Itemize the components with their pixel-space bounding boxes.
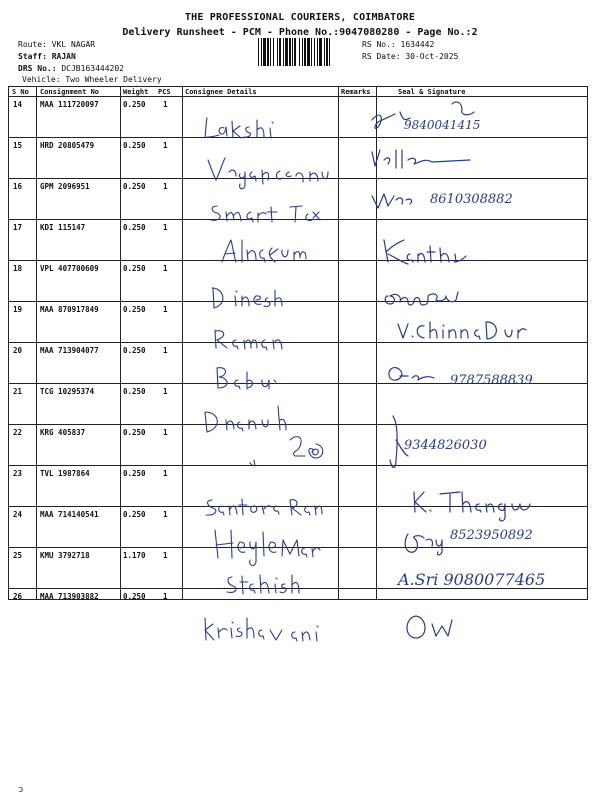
col-header-signature: Seal & Signature: [398, 88, 466, 96]
cell-consignment: MAA 713904077: [40, 346, 99, 355]
cell-consignment: TCG 10295374: [40, 387, 95, 396]
route-value: VKL NAGAR: [51, 40, 96, 49]
cell-weight: 0.250: [123, 592, 146, 601]
cell-pcs: 1: [163, 100, 168, 109]
cell-pcs: 1: [163, 428, 168, 437]
rs-no-label: RS No.:: [362, 40, 396, 49]
cell-pcs: 1: [163, 592, 168, 601]
drs-value: DCJB163444202: [61, 64, 124, 73]
signature-row-22: 9344826030: [404, 438, 487, 453]
cell-sno: 20: [13, 346, 23, 355]
cell-consignment: MAA 870917849: [40, 305, 99, 314]
cell-pcs: 1: [163, 387, 168, 396]
col-header-weight: Weight: [123, 88, 149, 96]
cell-sno: 21: [13, 387, 23, 396]
col-header-consignment: Consignment No: [40, 88, 100, 96]
cell-weight: 0.250: [123, 182, 146, 191]
col-header-remarks: Remarks: [341, 88, 371, 96]
cell-sno: 22: [13, 428, 23, 437]
col-header-consignee: Consignee Details: [185, 88, 257, 96]
rs-no-value: 1634442: [400, 40, 435, 49]
cell-consignment: TVL 1987864: [40, 469, 90, 478]
signature-row-20: 9787588839: [450, 373, 533, 388]
staff-value: RAJAN: [51, 52, 76, 61]
cell-sno: 15: [13, 141, 23, 150]
cell-weight: 0.250: [123, 223, 146, 232]
cell-pcs: 1: [163, 346, 168, 355]
vehicle-value: Two Wheeler Delivery: [65, 75, 162, 84]
cell-weight: 0.250: [123, 387, 146, 396]
signature-row-14: 9840041415: [404, 118, 481, 132]
cell-weight: 0.250: [123, 100, 146, 109]
cell-weight: 0.250: [123, 469, 146, 478]
col-header-pcs: PCS: [158, 88, 171, 96]
cell-pcs: 1: [163, 469, 168, 478]
cell-sno: 23: [13, 469, 23, 478]
footer-mark: ɔ: [18, 785, 24, 795]
cell-sno: 19: [13, 305, 23, 314]
cell-consignment: KRG 405837: [40, 428, 86, 437]
cell-weight: 0.250: [123, 141, 146, 150]
col-header-sno: S No: [12, 88, 29, 96]
cell-pcs: 1: [163, 264, 168, 273]
cell-pcs: 1: [163, 182, 168, 191]
cell-sno: 18: [13, 264, 23, 273]
cell-pcs: 1: [163, 223, 168, 232]
cell-sno: 17: [13, 223, 23, 232]
staff-label: Staff:: [18, 52, 47, 61]
cell-weight: 0.250: [123, 510, 146, 519]
cell-consignment: KMU 3792718: [40, 551, 90, 560]
vehicle-label: Vehicle:: [22, 75, 61, 84]
cell-consignment: KDI 115147: [40, 223, 86, 232]
company-title: THE PROFESSIONAL COURIERS, COIMBATORE: [184, 12, 416, 23]
runsheet-subtitle: Delivery Runsheet - PCM - Phone No.:9047080280 - Page No.:2: [122, 27, 478, 38]
rs-date-value: 30-Oct-2025: [405, 52, 459, 61]
cell-pcs: 1: [163, 141, 168, 150]
cell-pcs: 1: [163, 551, 168, 560]
cell-sno: 16: [13, 182, 23, 191]
cell-pcs: 1: [163, 510, 168, 519]
cell-weight: 0.250: [123, 264, 146, 273]
cell-consignment: MAA 713903882: [40, 592, 99, 601]
drs-label: DRS No.:: [18, 64, 57, 73]
cell-consignment: MAA 111720097: [40, 100, 99, 109]
route-label: Route:: [18, 40, 47, 49]
cell-weight: 1.170: [123, 551, 146, 560]
cell-sno: 14: [13, 100, 23, 109]
cell-consignment: GPM 2096951: [40, 182, 90, 191]
cell-sno: 24: [13, 510, 23, 519]
cell-consignment: MAA 714140541: [40, 510, 99, 519]
signature-row-16: 8610308882: [430, 192, 513, 207]
cell-sno: 25: [13, 551, 23, 560]
rs-date-label: RS Date:: [362, 52, 401, 61]
cell-weight: 0.250: [123, 305, 146, 314]
cell-weight: 0.250: [123, 428, 146, 437]
cell-consignment: HRD 20805479: [40, 141, 95, 150]
cell-sno: 26: [13, 592, 23, 601]
cell-consignment: VPL 407700609: [40, 264, 99, 273]
signature-row-24: 8523950892: [450, 528, 533, 543]
cell-weight: 0.250: [123, 346, 146, 355]
signature-row-25: A.Sri 9080077465: [398, 570, 546, 589]
cell-pcs: 1: [163, 305, 168, 314]
